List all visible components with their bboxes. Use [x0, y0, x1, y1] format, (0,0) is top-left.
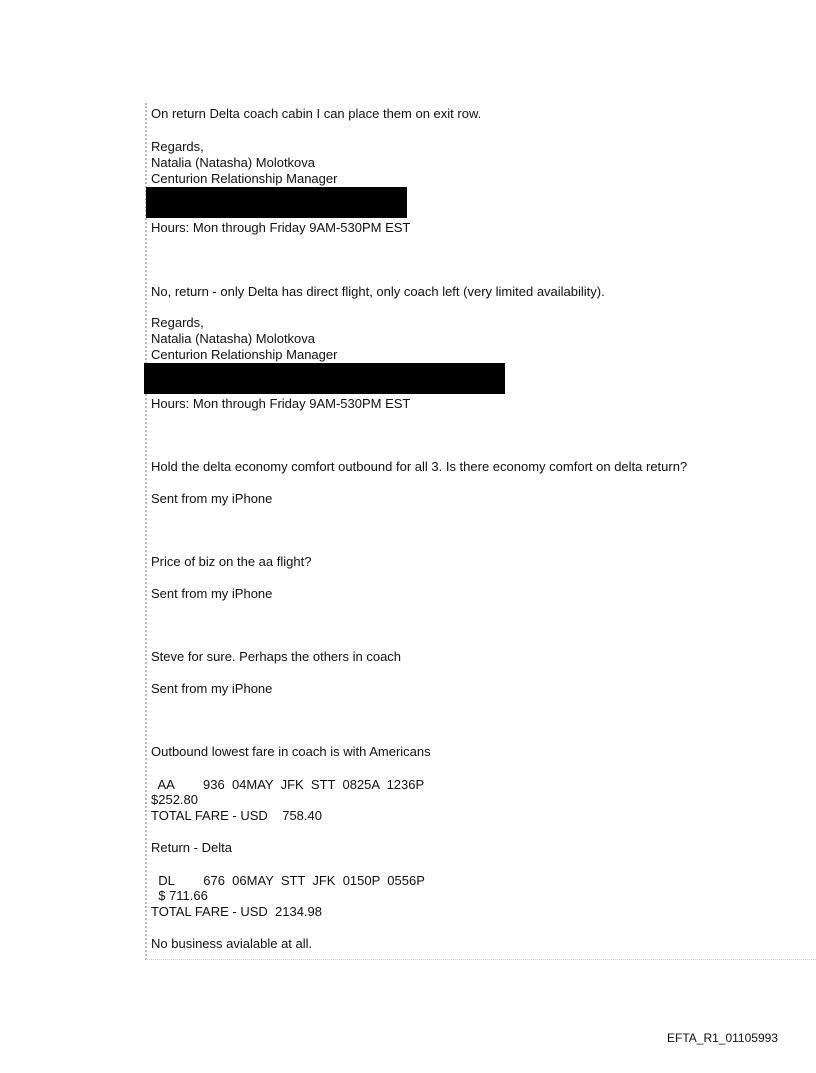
- signature-title: Centurion Relationship Manager: [151, 171, 338, 186]
- return-price: $ 711.66: [151, 888, 208, 903]
- sent-from-signature: Sent from my iPhone: [151, 586, 273, 601]
- signature-hours: Hours: Mon through Friday 9AM-530PM EST: [151, 396, 411, 411]
- redaction-block: [146, 187, 407, 218]
- sent-from-signature: Sent from my iPhone: [151, 491, 273, 506]
- signature-regards: Regards,: [151, 139, 204, 154]
- outbound-total-fare: TOTAL FARE - USD 758.40: [151, 808, 322, 823]
- return-header: Return - Delta: [151, 840, 232, 855]
- outbound-flight-line: AA 936 04MAY JFK STT 0825A 1236P: [151, 777, 425, 792]
- message-body: Steve for sure. Perhaps the others in coach: [151, 649, 402, 664]
- message-body: Hold the delta economy comfort outbound for all 3. Is there economy comfort on delta return?: [151, 459, 688, 474]
- sent-from-signature: Sent from my iPhone: [151, 681, 273, 696]
- redaction-block: [144, 363, 505, 394]
- signature-name: Natalia (Natasha) Molotkova: [151, 331, 316, 346]
- outbound-price: $252.80: [151, 792, 198, 807]
- message-body: Outbound lowest fare in coach is with Americans: [151, 744, 431, 759]
- message-body: No, return - only Delta has direct flight, only coach left (very limited availability).: [151, 284, 605, 299]
- signature-name: Natalia (Natasha) Molotkova: [151, 155, 316, 170]
- message-body: On return Delta coach cabin I can place them on exit row.: [151, 106, 482, 121]
- closing-note: No business avialable at all.: [151, 936, 313, 951]
- return-flight-line: DL 676 06MAY STT JFK 0150P 0556P: [151, 873, 425, 888]
- return-total-fare: TOTAL FARE - USD 2134.98: [151, 904, 322, 919]
- document-id: EFTA_R1_01105993: [667, 1031, 778, 1045]
- message-body: Price of biz on the aa flight?: [151, 554, 312, 569]
- signature-regards: Regards,: [151, 315, 204, 330]
- signature-hours: Hours: Mon through Friday 9AM-530PM EST: [151, 220, 411, 235]
- signature-title: Centurion Relationship Manager: [151, 347, 338, 362]
